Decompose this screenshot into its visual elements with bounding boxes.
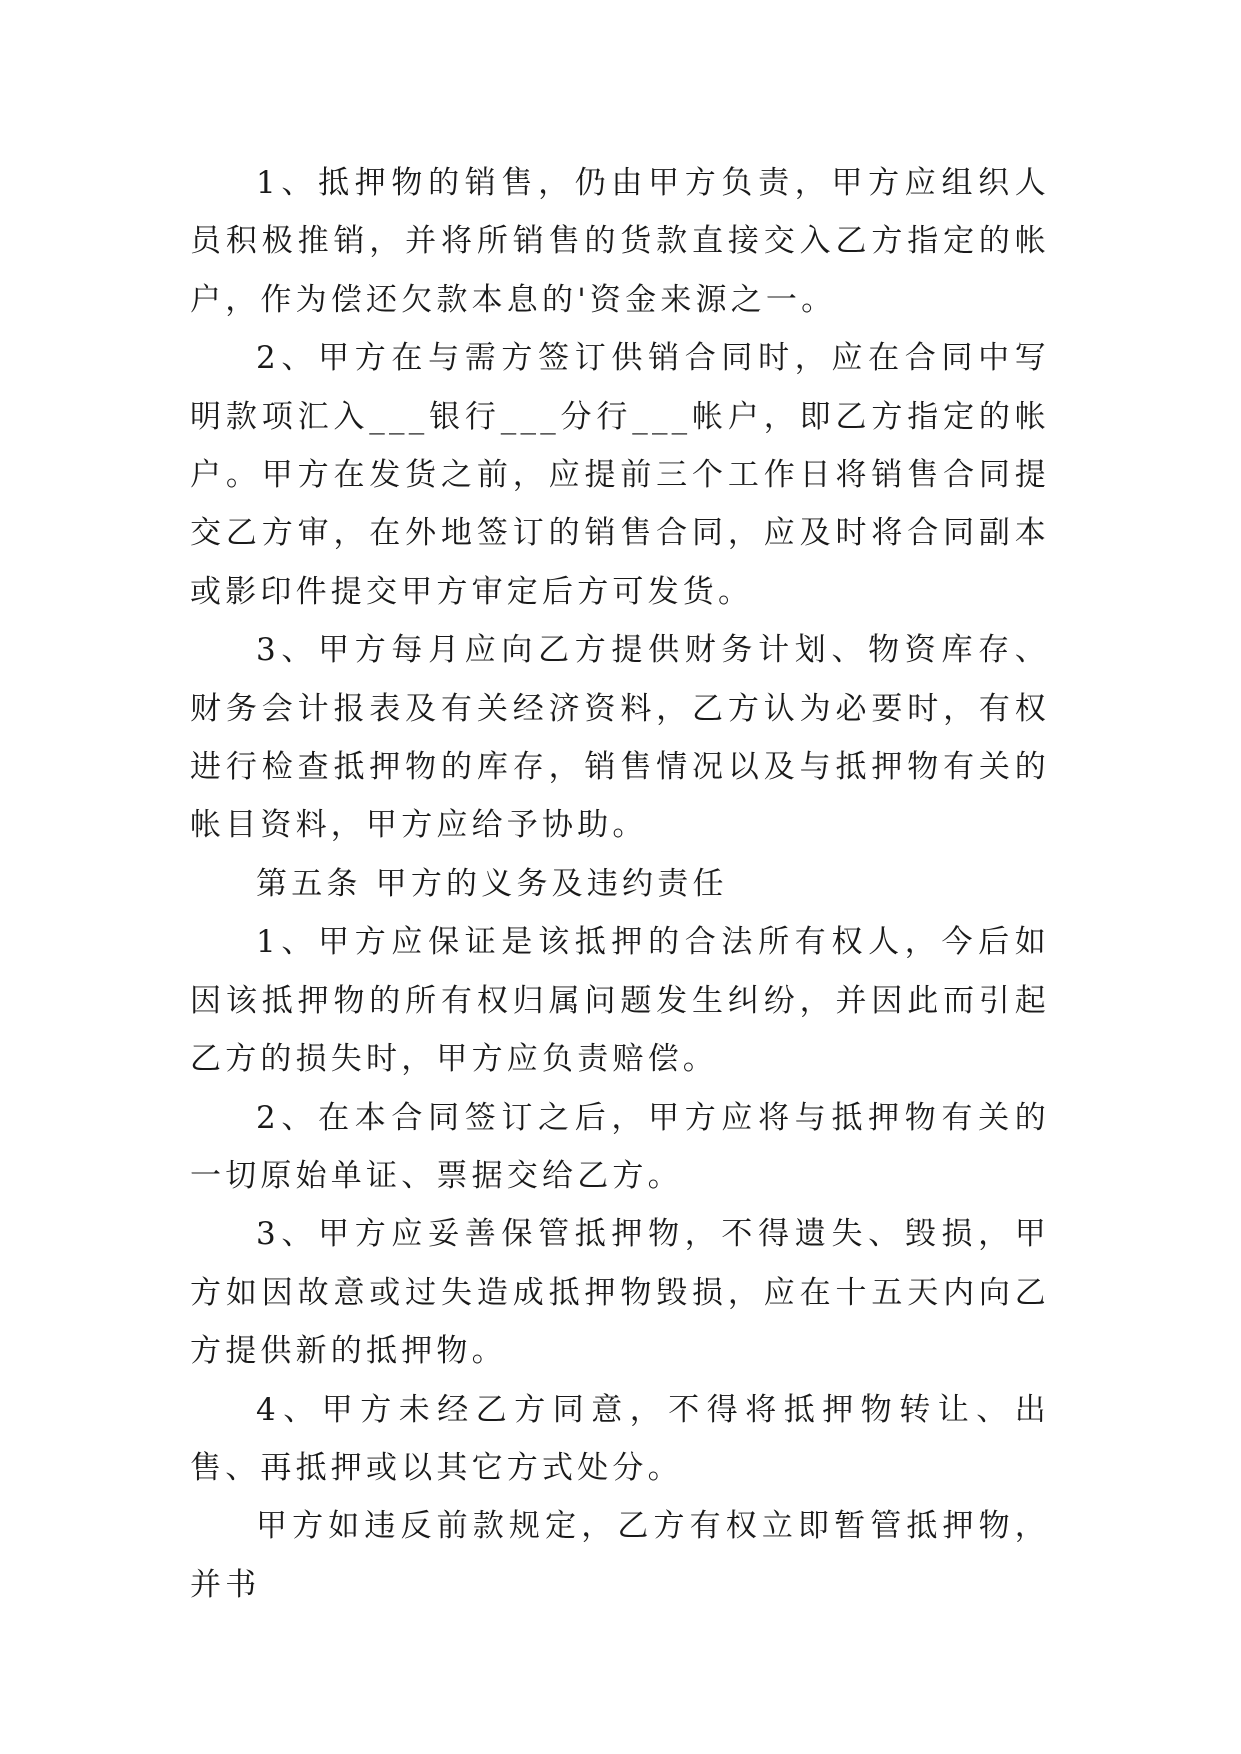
- section-paragraph-1: 1、甲方应保证是该抵押的合法所有权人，今后如因该抵押物的所有权归属问题发生纠纷，并因此而引起乙方的损失时，甲方应负责赔偿。: [190, 924, 1050, 1078]
- section-heading: 第五条 甲方的义务及违约责任: [256, 865, 728, 902]
- section-paragraph-3: 3、甲方应妥善保管抵押物，不得遗失、毁损，甲方如因故意或过失造成抵押物毁损，应在十五天内向乙方提供新的抵押物。: [190, 1216, 1050, 1370]
- paragraph-1: 1、抵押物的销售，仍由甲方负责，甲方应组织人员积极推销，并将所销售的货款直接交入乙方指定的帐户，作为偿还欠款本息的'资金来源之一。: [190, 165, 1050, 318]
- section-paragraph-2: 2、在本合同签订之后，甲方应将与抵押物有关的一切原始单证、票据交给乙方。: [190, 1099, 1050, 1194]
- paragraph-2: 2、甲方在与需方签订供销合同时，应在合同中写明款项汇入___银行___分行___帐户，即乙方指定的帐户。甲方在发货之前，应提前三个工作日将销售合同提交乙方审，在外地签订的销售合同，应及时将合同副本或影印件提交甲方审定后方可发货。: [190, 340, 1050, 610]
- section-paragraph-4: 4、甲方未经乙方同意，不得将抵押物转让、出售、再抵押或以其它方式处分。: [190, 1391, 1050, 1486]
- section-paragraph-5: 甲方如违反前款规定，乙方有权立即暂管抵押物，并书: [190, 1508, 1050, 1603]
- document-body: [190, 154, 1050, 1614]
- paragraph-3: 3、甲方每月应向乙方提供财务计划、物资库存、财务会计报表及有关经济资料，乙方认为必要时，有权进行检查抵押物的库存，销售情况以及与抵押物有关的帐目资料，甲方应给予协助。: [190, 632, 1050, 844]
